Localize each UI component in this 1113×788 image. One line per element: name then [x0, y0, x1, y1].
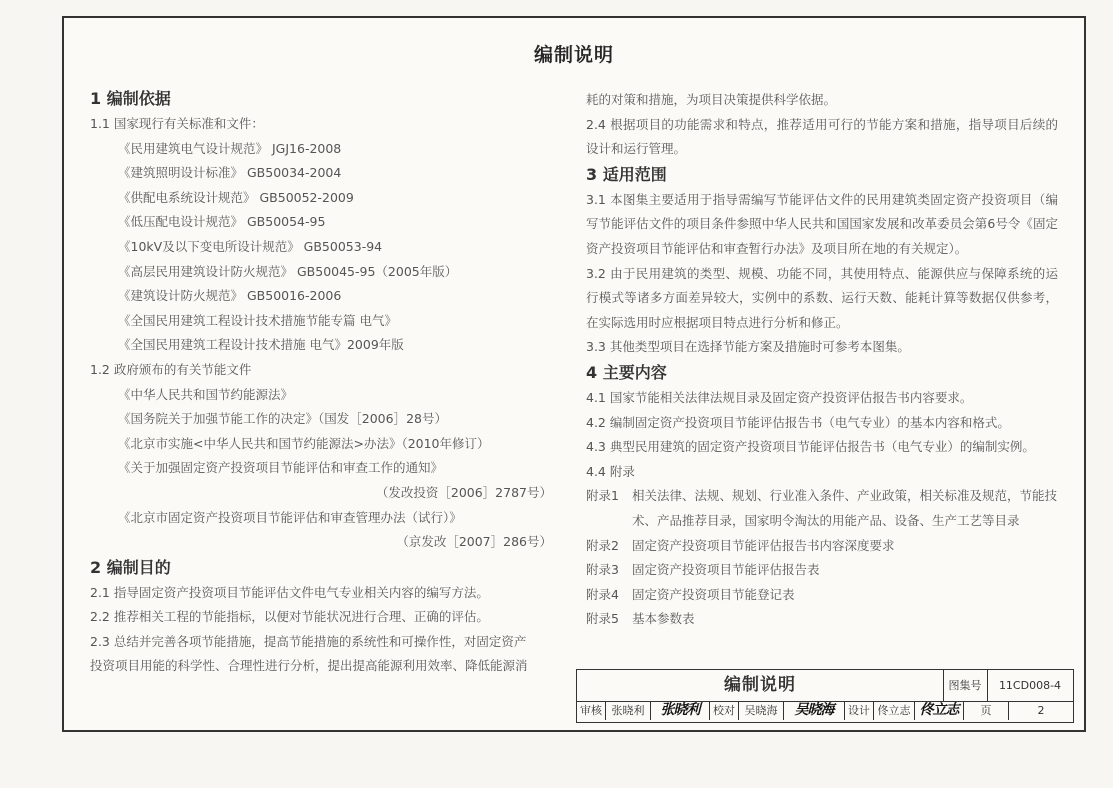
- check-name: 吴晓海: [739, 701, 784, 720]
- review-name: 张晓利: [606, 701, 651, 720]
- atlas-number-label: 图集号: [943, 670, 988, 701]
- standard-item: 《供配电系统设计规范》 GB50052-2009: [118, 189, 354, 205]
- section-2-2: 2.2 推荐相关工程的节能指标，以便对节能状况进行合理、正确的评估。: [90, 609, 489, 625]
- check-signature: 吴晓海: [784, 701, 845, 720]
- right-column: [586, 88, 1058, 632]
- document-item: 《关于加强固定资产投资项目节能评估和审查工作的通知》: [118, 460, 444, 476]
- title-block-sign-row: [577, 701, 1073, 720]
- title-block-title: 编制说明: [577, 670, 944, 701]
- appendix-item: [586, 583, 1058, 608]
- standard-item: 《10kV及以下变电所设计规范》 GB50053-94: [118, 238, 383, 254]
- section-3-heading: 3 适用范围: [586, 164, 667, 184]
- design-signature: 佟立志: [915, 701, 964, 720]
- section-1-2: 1.2 政府颁布的有关节能文件: [90, 361, 252, 377]
- appendix-text: 固定资产投资项目节能评估报告表: [632, 562, 820, 578]
- appendix-label: 附录2: [586, 537, 619, 553]
- section-2-3-end: 耗的对策和措施，为项目决策提供科学依据。: [586, 92, 837, 107]
- appendix-label: 附录1: [586, 488, 619, 504]
- document-item: 《北京市实施<中华人民共和国节约能源法>办法》（2010年修订）: [118, 435, 490, 451]
- design-name: 佟立志: [874, 701, 915, 720]
- standard-item: 《建筑设计防火规范》 GB50016-2006: [118, 288, 342, 304]
- appendix-text: 基本参数表: [632, 611, 695, 627]
- title-block-top-row: [577, 670, 1073, 702]
- check-label: 校对: [710, 701, 739, 720]
- appendix-item: [586, 607, 1058, 632]
- design-label: 设计: [845, 701, 874, 720]
- appendix-item: [586, 558, 1058, 583]
- page-number: 2: [1037, 704, 1045, 717]
- drawing-sheet: [62, 16, 1086, 732]
- appendix-label: 附录5: [586, 611, 619, 627]
- standard-item: 《全国民用建筑工程设计技术措施 电气》2009年版: [118, 337, 404, 353]
- section-3-1: 3.1 本图集主要适用于指导需编写节能评估文件的民用建筑类固定资产投资项目（编写节能评估文件的项目条件参照中华人民共和国国家发展和改革委员会第6号令《固定资产投资项目节能评估和审查暂行办法》及项目所在地的有关规定）。: [586, 191, 1058, 256]
- standard-item: 《高层民用建筑设计防火规范》 GB50045-95（2005年版）: [118, 263, 458, 279]
- appendix-text: 固定资产投资项目节能登记表: [632, 586, 795, 602]
- document-item: 《中华人民共和国节约能源法》: [118, 386, 294, 402]
- document-note: （京发改［2007］286号）: [396, 534, 552, 550]
- title-block: [576, 669, 1074, 723]
- section-4-4: 4.4 附录: [586, 463, 635, 479]
- appendix-label: 附录3: [586, 562, 619, 578]
- section-1-heading: 1 编制依据: [90, 89, 171, 108]
- document-item: 《国务院关于加强节能工作的决定》（国发［2006］28号）: [118, 411, 447, 427]
- review-signature: 张晓利: [651, 701, 710, 720]
- document-note: （发改投资［2006］2787号）: [375, 484, 552, 500]
- appendix-label: 附录4: [586, 586, 619, 602]
- section-2-3-cont: 投资项目用能的科学性、合理性进行分析，提出提高能源利用效率、降低能源消: [90, 658, 528, 674]
- appendix-item: [586, 534, 1058, 559]
- atlas-number: 11CD008-4: [998, 679, 1062, 692]
- section-2-1: 2.1 指导固定资产投资项目节能评估文件电气专业相关内容的编写方法。: [90, 584, 489, 600]
- page-label: 页: [964, 701, 1009, 720]
- review-label: 审核: [577, 701, 606, 720]
- document-item: 《北京市固定资产投资项目节能评估和审查管理办法（试行）》: [118, 509, 462, 525]
- section-2-heading: 2 编制目的: [90, 557, 171, 577]
- standard-item: 《全国民用建筑工程设计技术措施节能专篇 电气》: [118, 312, 397, 328]
- section-4-heading: 4 主要内容: [586, 362, 667, 382]
- standard-item: 《民用建筑电气设计规范》 JGJ16-2008: [118, 140, 342, 156]
- page-title: 编制说明: [533, 44, 614, 66]
- section-3-2: 3.2 由于民用建筑的类型、规模、功能不同，其使用特点、能源供应与保障系统的运行模式等诸多方面差异较大，实例中的系数、运行天数、能耗计算等数据仅供参考，在实际选用时应根据项目特点进行分析和修正。: [586, 265, 1058, 330]
- section-1-1: 1.1 国家现行有关标准和文件：: [90, 116, 264, 131]
- section-4-3: 4.3 典型民用建筑的固定资产投资项目节能评估报告书（电气专业）的编制实例。: [586, 439, 1035, 455]
- standard-item: 《低压配电设计规范》 GB50054-95: [118, 214, 326, 230]
- section-2-3: 2.3 总结并完善各项节能措施，提高节能措施的系统性和可操作性，对固定资产: [90, 633, 527, 649]
- section-2-4: 2.4 根据项目的功能需求和特点，推荐适用可行的节能方案和措施，指导项目后续的设计和运行管理。: [586, 116, 1058, 157]
- standard-item: 《建筑照明设计标准》 GB50034-2004: [118, 165, 342, 181]
- appendix-text: 相关法律、法规、规划、行业准入条件、产业政策，相关标准及规范，节能技术、产品推荐目录，国家明令淘汰的用能产品、设备、生产工艺等目录: [632, 488, 1058, 528]
- section-4-1: 4.1 国家节能相关法律法规目录及固定资产投资评估报告书内容要求。: [586, 389, 973, 405]
- section-3-3: 3.3 其他类型项目在选择节能方案及措施时可参考本图集。: [586, 339, 910, 355]
- appendix-item: [586, 484, 1058, 533]
- appendix-text: 固定资产投资项目节能评估报告书内容深度要求: [632, 537, 895, 553]
- section-4-2: 4.2 编制固定资产投资项目节能评估报告书（电气专业）的基本内容和格式。: [586, 414, 1010, 430]
- left-column: [90, 86, 556, 679]
